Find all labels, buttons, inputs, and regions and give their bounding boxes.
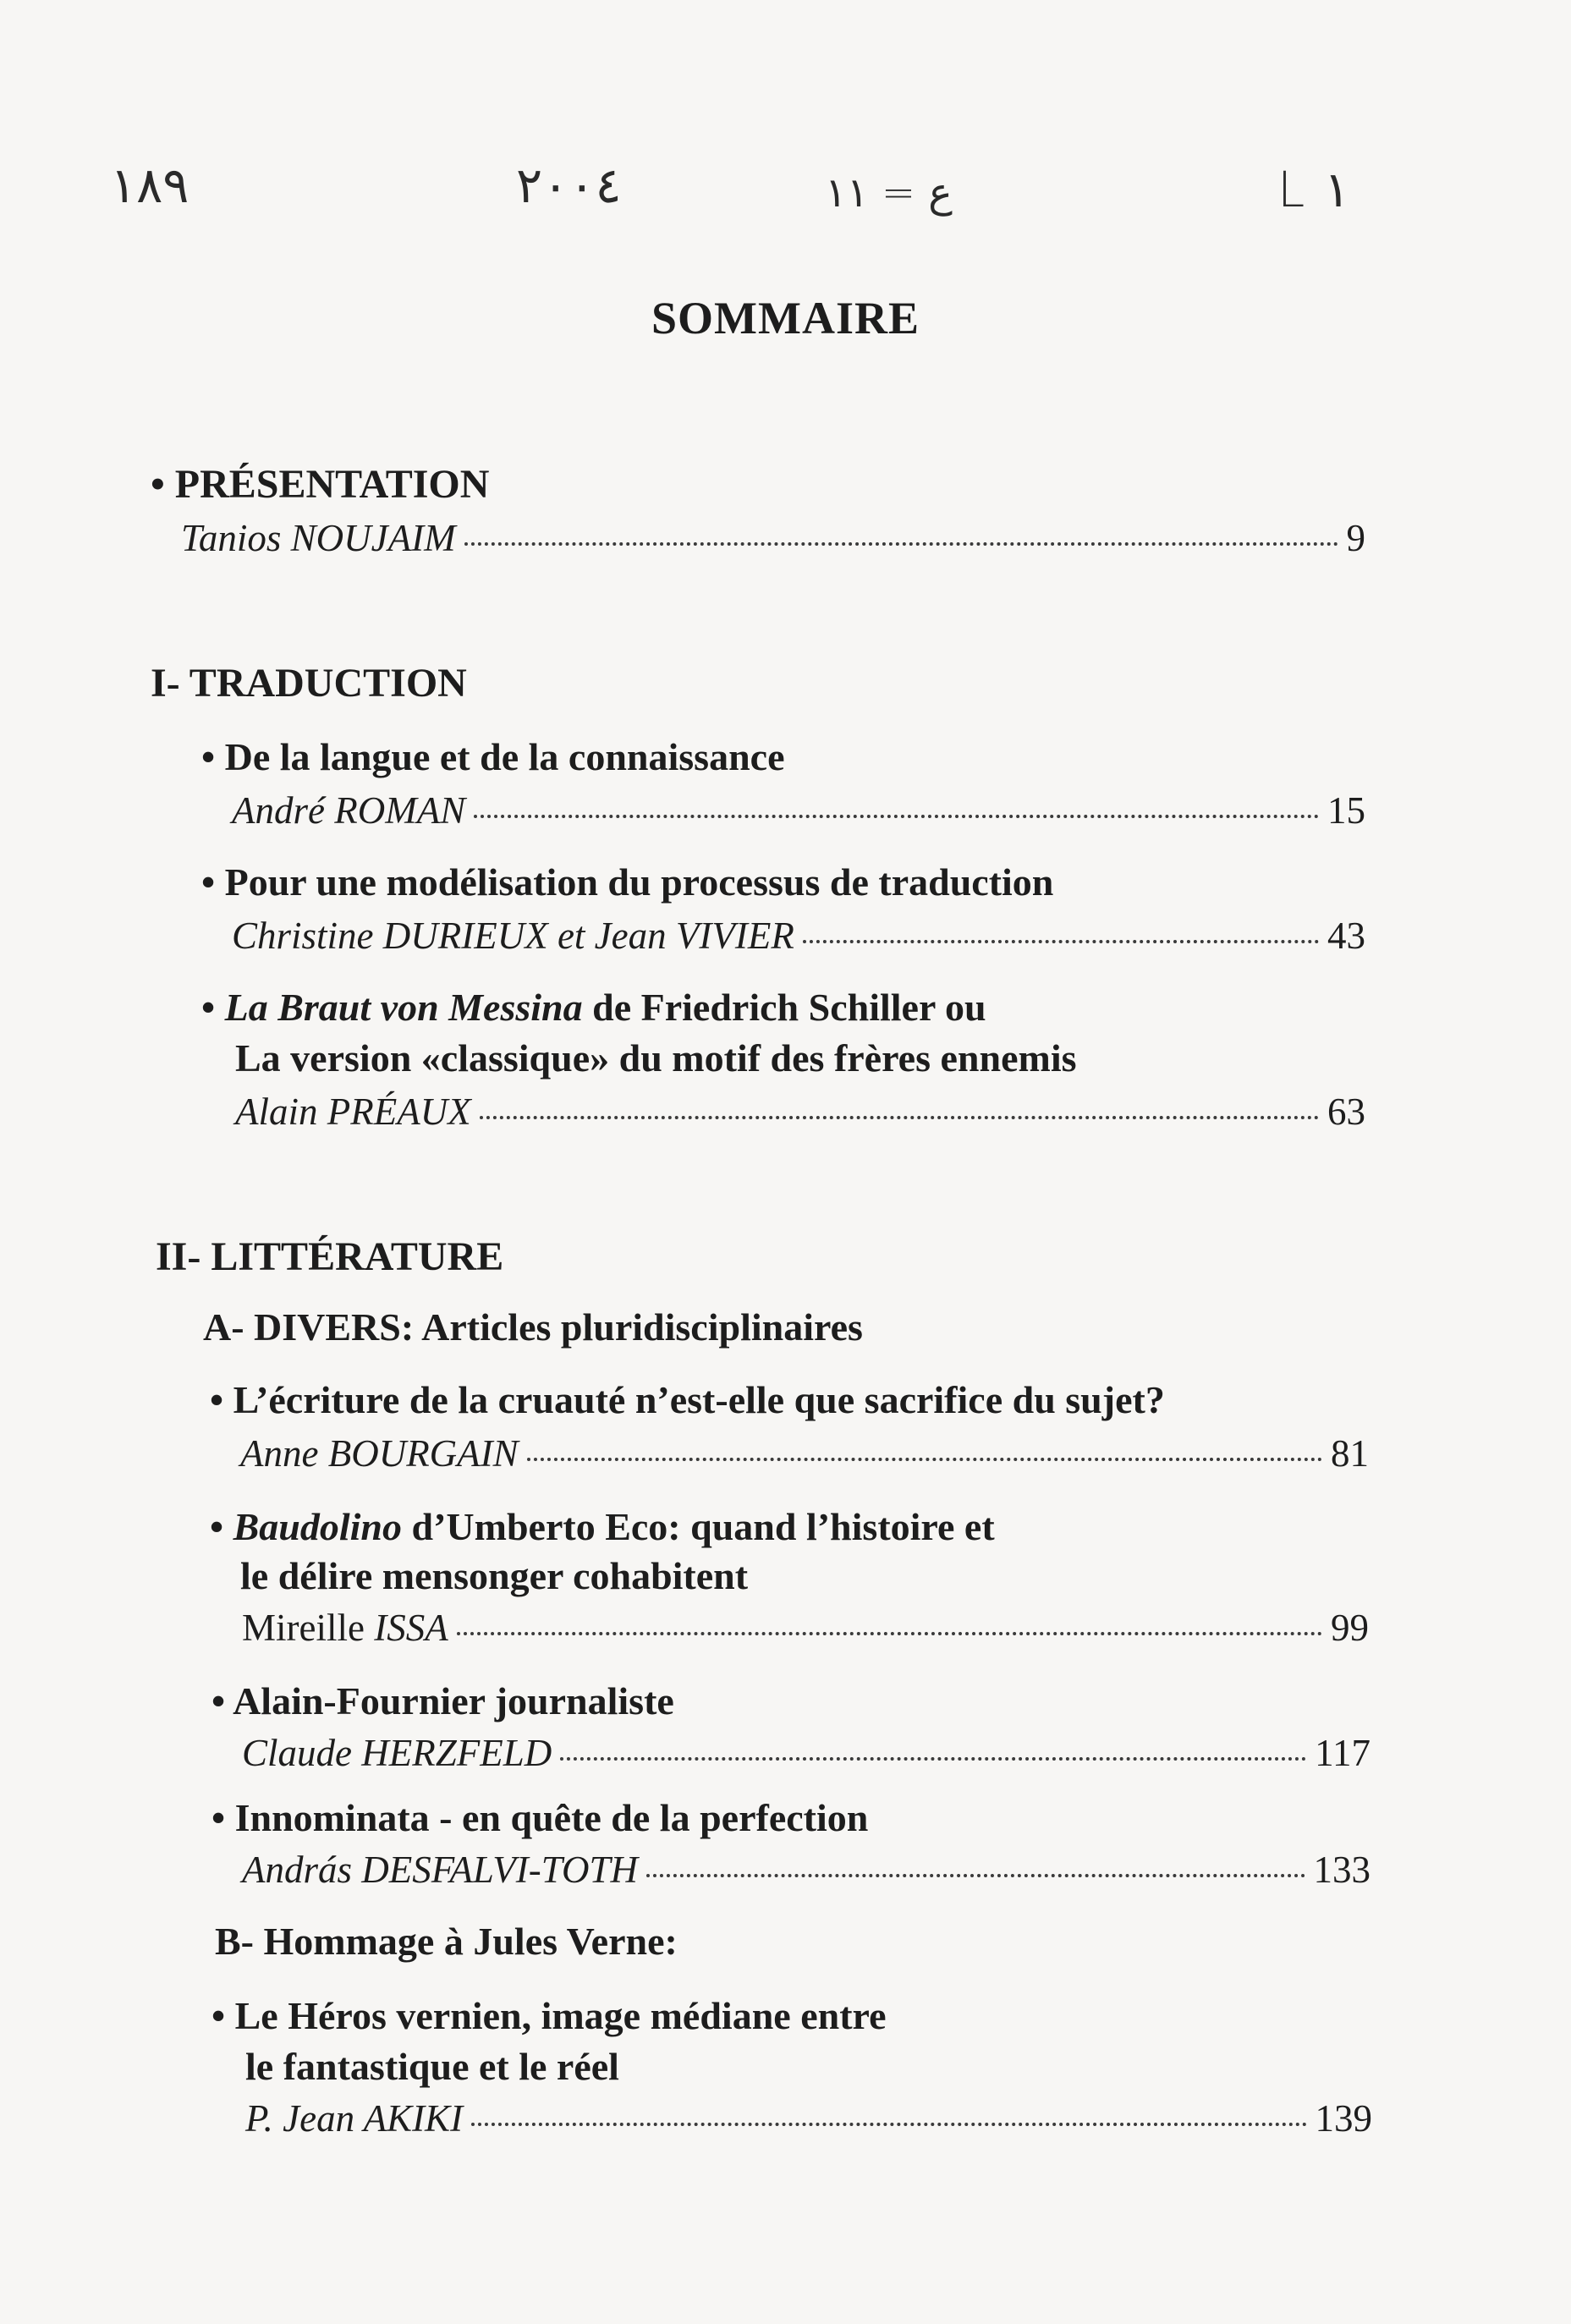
page-number: 43 (1327, 915, 1365, 957)
author-name: Christine DURIEUX et Jean VIVIER (232, 915, 794, 957)
page-number: 15 (1327, 789, 1365, 832)
dot-leader (471, 2123, 1306, 2126)
page-number: 117 (1315, 1732, 1371, 1774)
toc-entry-title: • Le Héros vernien, image médiane entre (211, 1994, 887, 2037)
page-number: 133 (1313, 1849, 1371, 1891)
author-name: Alain PRÉAUX (235, 1091, 471, 1133)
toc-entry-title: • L’écriture de la cruauté n’est-elle que sacrifice du sujet? (210, 1378, 1165, 1421)
dot-leader (560, 1757, 1306, 1761)
author-name: András DESFALVI-TOTH (242, 1849, 638, 1891)
author-name: Anne BOURGAIN (240, 1432, 519, 1475)
page-title: SOMMAIRE (651, 293, 920, 343)
handwritten-note: L ١ (1277, 161, 1350, 218)
toc-entry-title: • De la langue et de la connaissance (201, 735, 785, 778)
dot-leader (527, 1458, 1322, 1461)
page-number: 9 (1346, 517, 1365, 559)
author-name: P. Jean AKIKI (245, 2097, 464, 2140)
toc-entry-author (245, 2096, 1372, 2140)
handwritten-note: ٢٠٠٤ (516, 157, 622, 214)
toc-entry-title: • Pour une modélisation du processus de traduction (201, 860, 1054, 904)
author-name (242, 1606, 448, 1650)
dot-leader (457, 1632, 1322, 1635)
dot-leader (803, 940, 1319, 943)
author-name: Claude HERZFELD (242, 1732, 552, 1774)
author-last-name: ISSA (374, 1607, 448, 1649)
toc-entry-author (232, 788, 1365, 832)
dot-leader (464, 542, 1338, 546)
toc-entry-author (235, 1090, 1365, 1134)
dot-leader (474, 815, 1319, 818)
toc-entry-title: • Innominata - en quête de la perfection (211, 1796, 869, 1839)
dot-leader (646, 1874, 1305, 1877)
dot-leader (480, 1116, 1319, 1119)
toc-entry-title-line2: La version «classique» du motif des frères ennemis (235, 1036, 1077, 1080)
section-heading-presentation: • PRÉSENTATION (151, 462, 490, 507)
handwritten-note: ١٨٩ (110, 157, 190, 214)
section-heading-litterature: II- LITTÉRATURE (156, 1234, 504, 1279)
toc-entry-author (181, 516, 1365, 560)
toc-entry-title: • Baudolino d’Umberto Eco: quand l’histoire et (210, 1505, 995, 1548)
author-first-name: Mireille (242, 1607, 375, 1649)
page-number: 81 (1331, 1432, 1369, 1475)
toc-entry-author (240, 1431, 1369, 1475)
toc-entry-title: • Alain-Fournier journaliste (211, 1679, 674, 1722)
page-number: 99 (1331, 1607, 1369, 1649)
page-number: 139 (1315, 2097, 1372, 2140)
subsection-heading-divers: A- DIVERS: Articles pluridisciplinaires (203, 1305, 863, 1349)
author-name: André ROMAN (232, 789, 466, 832)
toc-entry-title-line2: le fantastique et le réel (245, 2045, 619, 2088)
toc-entry-author (242, 1848, 1371, 1892)
title-rest: de Friedrich Schiller ou (582, 986, 986, 1029)
section-heading-traduction: I- TRADUCTION (151, 661, 467, 706)
italic-title: Baudolino (233, 1505, 403, 1548)
toc-entry-title: • La Braut von Messina de Friedrich Schiller ou (201, 986, 986, 1029)
subsection-heading-jules-verne: B- Hommage à Jules Verne: (215, 1920, 678, 1963)
author-name: Tanios NOUJAIM (181, 517, 456, 559)
page-number: 63 (1327, 1091, 1365, 1133)
toc-entry-author (232, 914, 1365, 958)
toc-entry-author (242, 1731, 1371, 1775)
title-rest: d’Umberto Eco: quand l’histoire et (402, 1505, 995, 1548)
italic-title: La Braut von Messina (224, 986, 583, 1029)
handwritten-note: ع = ١١ (825, 169, 953, 217)
toc-entry-author (242, 1606, 1369, 1650)
toc-entry-title-line2: le délire mensonger cohabitent (240, 1554, 749, 1597)
